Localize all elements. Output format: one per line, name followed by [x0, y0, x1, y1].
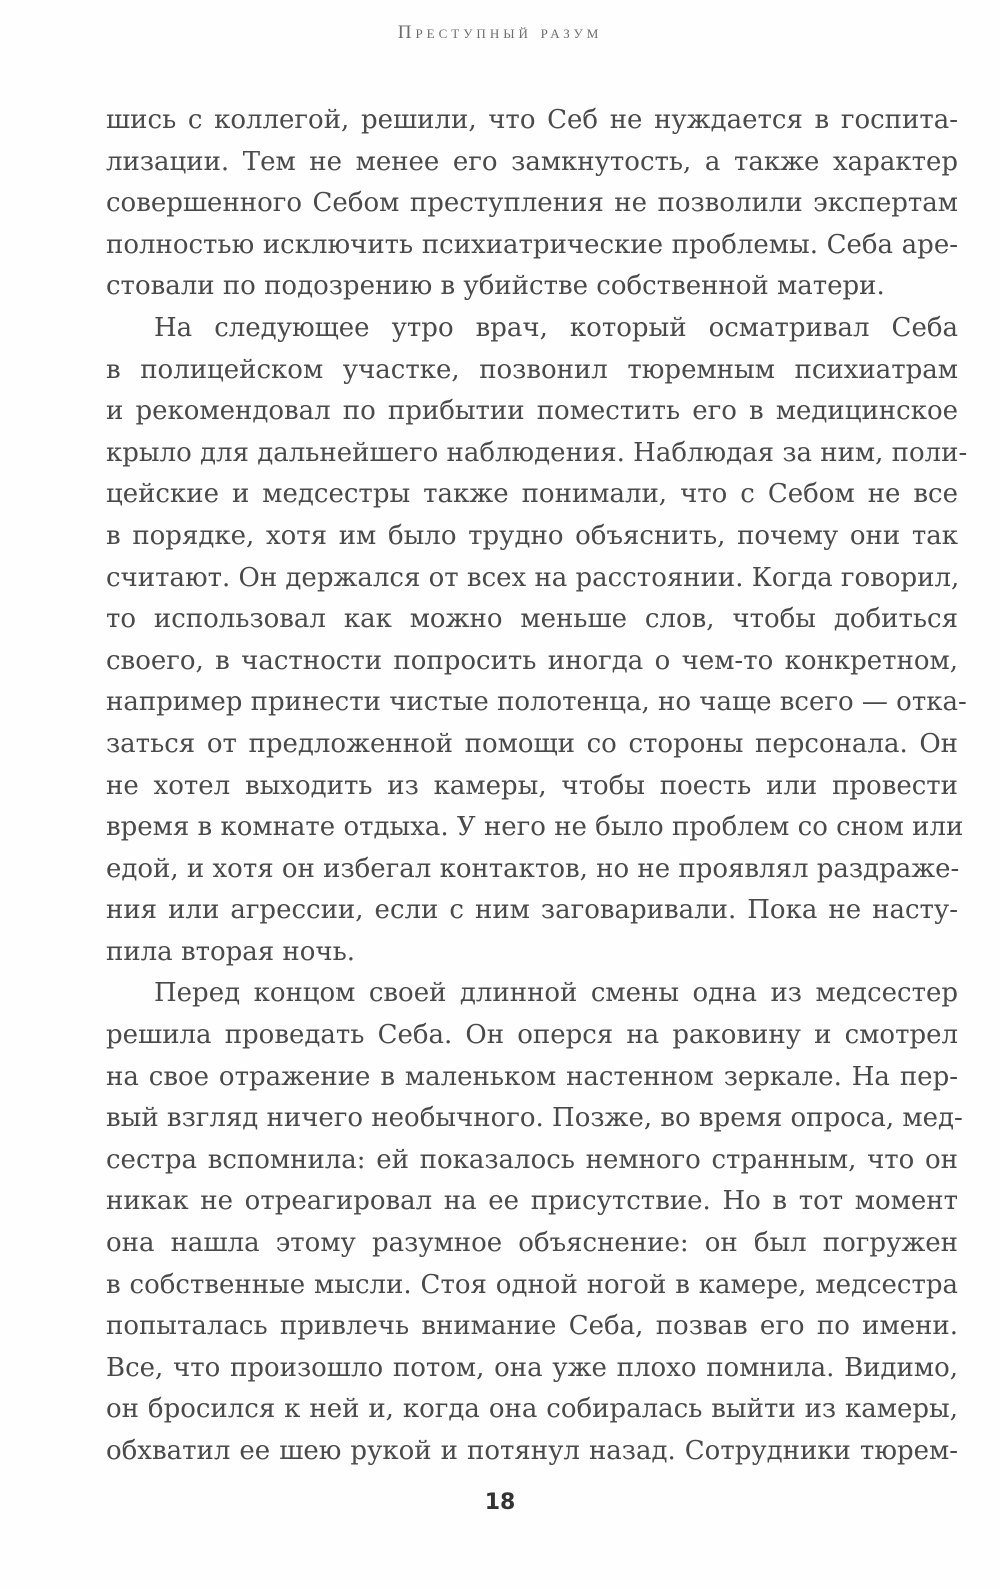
text-line: он бросился к ней и, когда она собиралась выйти из камеры, — [106, 1394, 958, 1425]
text-line: она нашла этому разумное объяснение: он был погружен — [106, 1228, 958, 1259]
text-line: ния или агрессии, если с ним заговаривали. Пока не насту- — [106, 895, 958, 926]
text-line: считают. Он держался от всех на расстоянии. Когда говорил, — [106, 562, 960, 593]
text-line: полностью исключить психиатрические проблемы. Себа аре- — [106, 229, 958, 260]
page-number: 18 — [484, 1490, 516, 1515]
text-line: Все, что произошло потом, она уже плохо помнила. Видимо, — [106, 1352, 958, 1383]
body-text — [106, 100, 968, 1473]
text-line: не хотел выходить из камеры, чтобы поесть или провести — [106, 770, 958, 801]
text-line: попыталась привлечь внимание Себа, позвав его по имени. — [106, 1311, 958, 1342]
text-line: вый взгляд ничего необычного. Позже, во время опроса, мед- — [106, 1103, 963, 1134]
text-line: На следующее утро врач, который осматривал Себа — [154, 312, 958, 343]
running-head: Преступный разум — [397, 22, 603, 43]
text-line: крыло для дальнейшего наблюдения. Наблюдая за ним, поли- — [106, 437, 968, 468]
text-line: время в комнате отдыха. У него не было проблем со сном или — [106, 812, 964, 843]
text-line: совершенного Себом преступления не позволили экспертам — [106, 188, 958, 219]
text-line: в собственные мысли. Стоя одной ногой в камере, медсестра — [106, 1269, 958, 1300]
text-line: едой, и хотя он избегал контактов, но не проявлял раздраже- — [106, 853, 960, 884]
text-line: в порядке, хотя им было трудно объяснить, почему они так — [106, 520, 958, 551]
text-line: стовали по подозрению в убийстве собственной матери. — [106, 271, 885, 302]
text-line: шись с коллегой, решили, что Себ не нуждается в госпита- — [106, 105, 958, 135]
text-line: обхватил ее шею рукой и потянул назад. Сотрудники тюрем- — [106, 1436, 958, 1466]
text-line: пила вторая ночь. — [106, 936, 356, 967]
text-line: Перед концом своей длинной смены одна из медсестер — [154, 978, 958, 1009]
text-line: никак не отреагировал на ее присутствие. Но в тот момент — [106, 1186, 958, 1217]
text-line: то использовал как можно меньше слов, чтобы добиться — [106, 604, 958, 635]
text-line: и рекомендовал по прибытии поместить его в медицинское — [106, 396, 958, 427]
text-line: в полицейском участке, позвонил тюремным психиатрам — [106, 354, 958, 385]
text-line: заться от предложенной помощи со стороны персонала. Он — [106, 728, 958, 759]
text-line: решила проведать Себа. Он оперся на раковину и смотрел — [106, 1020, 958, 1051]
text-line: цейские и медсестры также понимали, что с Себом не все — [106, 479, 958, 510]
text-line: сестра вспомнила: ей показалось немного странным, что он — [106, 1144, 958, 1175]
text-line: лизации. Тем не менее его замкнутость, а также характер — [106, 146, 958, 177]
text-line: на свое отражение в маленьком настенном зеркале. На пер- — [106, 1061, 958, 1092]
text-line: своего, в частности попросить иногда о чем-то конкретном, — [106, 645, 958, 676]
text-line: например принести чистые полотенца, но чаще всего — отка- — [106, 687, 967, 718]
